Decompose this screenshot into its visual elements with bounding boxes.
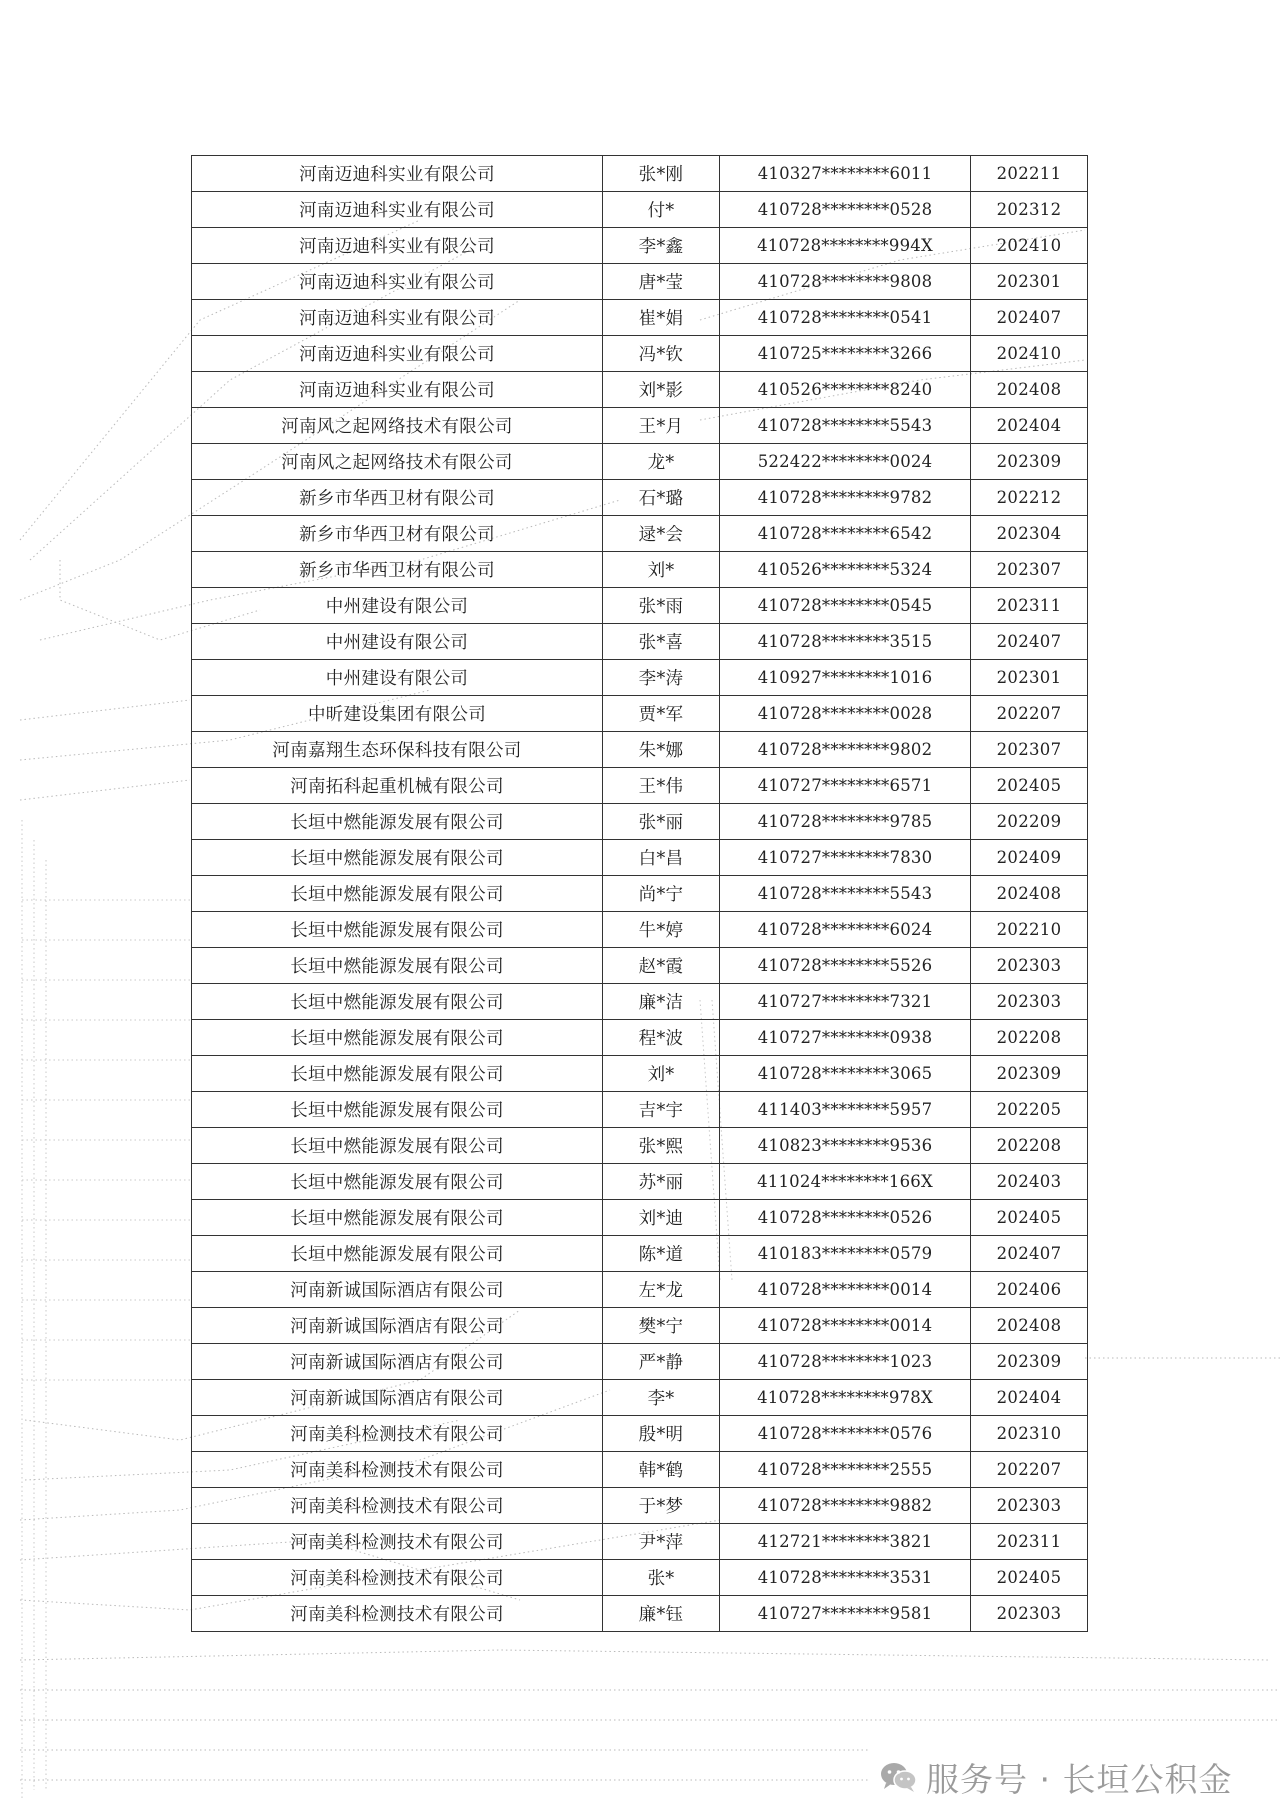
- company-cell: 中州建设有限公司: [192, 624, 603, 660]
- table-row: [192, 1020, 1088, 1056]
- month-cell: 202211: [971, 156, 1088, 192]
- wechat-icon: [880, 1761, 918, 1793]
- name-cell: 于*梦: [603, 1488, 720, 1524]
- company-cell: 中昕建设集团有限公司: [192, 696, 603, 732]
- table-row: [192, 1596, 1088, 1632]
- name-cell: 付*: [603, 192, 720, 228]
- watermark: [880, 1752, 1232, 1802]
- company-cell: 河南新诚国际酒店有限公司: [192, 1272, 603, 1308]
- table-row: [192, 1200, 1088, 1236]
- table-row: [192, 1452, 1088, 1488]
- month-cell: 202210: [971, 912, 1088, 948]
- name-cell: 韩*鹤: [603, 1452, 720, 1488]
- name-cell: 程*波: [603, 1020, 720, 1056]
- month-cell: 202208: [971, 1128, 1088, 1164]
- name-cell: 樊*宁: [603, 1308, 720, 1344]
- company-cell: 新乡市华西卫材有限公司: [192, 516, 603, 552]
- table-row: [192, 1416, 1088, 1452]
- company-cell: 河南风之起网络技术有限公司: [192, 444, 603, 480]
- table-row: [192, 588, 1088, 624]
- company-cell: 河南迈迪科实业有限公司: [192, 372, 603, 408]
- id-number-cell: 410728********3531: [720, 1560, 971, 1596]
- table-row: [192, 1380, 1088, 1416]
- table-row: [192, 300, 1088, 336]
- id-number-cell: 410728********994X: [720, 228, 971, 264]
- id-number-cell: 522422********0024: [720, 444, 971, 480]
- id-number-cell: 411403********5957: [720, 1092, 971, 1128]
- table-row: [192, 552, 1088, 588]
- id-number-cell: 410728********0014: [720, 1272, 971, 1308]
- id-number-cell: 410728********0014: [720, 1308, 971, 1344]
- name-cell: 廉*钰: [603, 1596, 720, 1632]
- month-cell: 202407: [971, 1236, 1088, 1272]
- id-number-cell: 410728********9808: [720, 264, 971, 300]
- month-cell: 202307: [971, 552, 1088, 588]
- company-cell: 长垣中燃能源发展有限公司: [192, 1020, 603, 1056]
- table-row: [192, 1056, 1088, 1092]
- id-number-cell: 410727********0938: [720, 1020, 971, 1056]
- company-cell: 河南美科检测技术有限公司: [192, 1524, 603, 1560]
- id-number-cell: 410727********7321: [720, 984, 971, 1020]
- name-cell: 王*月: [603, 408, 720, 444]
- name-cell: 刘*迪: [603, 1200, 720, 1236]
- name-cell: 吉*宇: [603, 1092, 720, 1128]
- id-number-cell: 410823********9536: [720, 1128, 971, 1164]
- name-cell: 左*龙: [603, 1272, 720, 1308]
- month-cell: 202303: [971, 1596, 1088, 1632]
- id-number-cell: 410183********0579: [720, 1236, 971, 1272]
- id-number-cell: 410927********1016: [720, 660, 971, 696]
- table-row: [192, 408, 1088, 444]
- table-row: [192, 1272, 1088, 1308]
- name-cell: 张*雨: [603, 588, 720, 624]
- table-row: [192, 732, 1088, 768]
- name-cell: 陈*道: [603, 1236, 720, 1272]
- company-cell: 河南迈迪科实业有限公司: [192, 300, 603, 336]
- id-number-cell: 410728********9782: [720, 480, 971, 516]
- id-number-cell: 410728********3515: [720, 624, 971, 660]
- month-cell: 202205: [971, 1092, 1088, 1128]
- name-cell: 苏*丽: [603, 1164, 720, 1200]
- name-cell: 刘*影: [603, 372, 720, 408]
- name-cell: 牛*婷: [603, 912, 720, 948]
- company-cell: 河南迈迪科实业有限公司: [192, 192, 603, 228]
- company-cell: 河南新诚国际酒店有限公司: [192, 1344, 603, 1380]
- company-cell: 河南嘉翔生态环保科技有限公司: [192, 732, 603, 768]
- id-number-cell: 410728********5543: [720, 408, 971, 444]
- month-cell: 202311: [971, 588, 1088, 624]
- company-cell: 新乡市华西卫材有限公司: [192, 552, 603, 588]
- id-number-cell: 410728********0528: [720, 192, 971, 228]
- month-cell: 202405: [971, 1560, 1088, 1596]
- id-number-cell: 410728********6542: [720, 516, 971, 552]
- table-row: [192, 840, 1088, 876]
- month-cell: 202309: [971, 1344, 1088, 1380]
- company-cell: 河南迈迪科实业有限公司: [192, 336, 603, 372]
- records-table: [191, 155, 1088, 1632]
- month-cell: 202310: [971, 1416, 1088, 1452]
- id-number-cell: 410725********3266: [720, 336, 971, 372]
- company-cell: 长垣中燃能源发展有限公司: [192, 1200, 603, 1236]
- name-cell: 张*刚: [603, 156, 720, 192]
- company-cell: 长垣中燃能源发展有限公司: [192, 876, 603, 912]
- month-cell: 202312: [971, 192, 1088, 228]
- table-row: [192, 372, 1088, 408]
- month-cell: 202207: [971, 1452, 1088, 1488]
- month-cell: 202410: [971, 228, 1088, 264]
- company-cell: 长垣中燃能源发展有限公司: [192, 984, 603, 1020]
- month-cell: 202404: [971, 408, 1088, 444]
- name-cell: 张*丽: [603, 804, 720, 840]
- table-row: [192, 1308, 1088, 1344]
- name-cell: 唐*莹: [603, 264, 720, 300]
- name-cell: 逯*会: [603, 516, 720, 552]
- company-cell: 长垣中燃能源发展有限公司: [192, 1164, 603, 1200]
- name-cell: 殷*明: [603, 1416, 720, 1452]
- month-cell: 202406: [971, 1272, 1088, 1308]
- company-cell: 河南美科检测技术有限公司: [192, 1596, 603, 1632]
- table-row: [192, 1560, 1088, 1596]
- month-cell: 202307: [971, 732, 1088, 768]
- month-cell: 202208: [971, 1020, 1088, 1056]
- company-cell: 河南美科检测技术有限公司: [192, 1488, 603, 1524]
- month-cell: 202309: [971, 444, 1088, 480]
- id-number-cell: 410728********6024: [720, 912, 971, 948]
- name-cell: 赵*霞: [603, 948, 720, 984]
- table-row: [192, 1092, 1088, 1128]
- table-row: [192, 948, 1088, 984]
- id-number-cell: 410728********2555: [720, 1452, 971, 1488]
- month-cell: 202309: [971, 1056, 1088, 1092]
- company-cell: 长垣中燃能源发展有限公司: [192, 1092, 603, 1128]
- name-cell: 朱*娜: [603, 732, 720, 768]
- name-cell: 贾*军: [603, 696, 720, 732]
- table-row: [192, 1524, 1088, 1560]
- name-cell: 张*熙: [603, 1128, 720, 1164]
- month-cell: 202303: [971, 1488, 1088, 1524]
- month-cell: 202301: [971, 264, 1088, 300]
- name-cell: 尹*萍: [603, 1524, 720, 1560]
- company-cell: 中州建设有限公司: [192, 660, 603, 696]
- company-cell: 河南迈迪科实业有限公司: [192, 264, 603, 300]
- company-cell: 长垣中燃能源发展有限公司: [192, 912, 603, 948]
- company-cell: 河南美科检测技术有限公司: [192, 1452, 603, 1488]
- company-cell: 河南迈迪科实业有限公司: [192, 156, 603, 192]
- table-row: [192, 444, 1088, 480]
- company-cell: 长垣中燃能源发展有限公司: [192, 840, 603, 876]
- month-cell: 202407: [971, 300, 1088, 336]
- id-number-cell: 410728********0028: [720, 696, 971, 732]
- month-cell: 202212: [971, 480, 1088, 516]
- month-cell: 202311: [971, 1524, 1088, 1560]
- id-number-cell: 410526********5324: [720, 552, 971, 588]
- company-cell: 河南美科检测技术有限公司: [192, 1416, 603, 1452]
- id-number-cell: 410728********5543: [720, 876, 971, 912]
- name-cell: 李*涛: [603, 660, 720, 696]
- name-cell: 刘*: [603, 1056, 720, 1092]
- id-number-cell: 410727********9581: [720, 1596, 971, 1632]
- table-row: [192, 804, 1088, 840]
- records-table-container: [191, 155, 1085, 1632]
- month-cell: 202408: [971, 372, 1088, 408]
- month-cell: 202301: [971, 660, 1088, 696]
- company-cell: 河南迈迪科实业有限公司: [192, 228, 603, 264]
- company-cell: 新乡市华西卫材有限公司: [192, 480, 603, 516]
- month-cell: 202207: [971, 696, 1088, 732]
- company-cell: 长垣中燃能源发展有限公司: [192, 1056, 603, 1092]
- name-cell: 严*静: [603, 1344, 720, 1380]
- table-row: [192, 876, 1088, 912]
- month-cell: 202303: [971, 948, 1088, 984]
- id-number-cell: 410728********0576: [720, 1416, 971, 1452]
- table-row: [192, 624, 1088, 660]
- table-row: [192, 696, 1088, 732]
- table-row: [192, 156, 1088, 192]
- company-cell: 长垣中燃能源发展有限公司: [192, 948, 603, 984]
- name-cell: 张*喜: [603, 624, 720, 660]
- table-row: [192, 1164, 1088, 1200]
- name-cell: 石*璐: [603, 480, 720, 516]
- id-number-cell: 410728********0541: [720, 300, 971, 336]
- company-cell: 河南新诚国际酒店有限公司: [192, 1308, 603, 1344]
- month-cell: 202405: [971, 768, 1088, 804]
- id-number-cell: 410728********9785: [720, 804, 971, 840]
- month-cell: 202404: [971, 1380, 1088, 1416]
- id-number-cell: 410526********8240: [720, 372, 971, 408]
- id-number-cell: 410728********978X: [720, 1380, 971, 1416]
- company-cell: 河南风之起网络技术有限公司: [192, 408, 603, 444]
- name-cell: 李*: [603, 1380, 720, 1416]
- records-table-body: [192, 156, 1088, 1632]
- name-cell: 龙*: [603, 444, 720, 480]
- id-number-cell: 410728********9882: [720, 1488, 971, 1524]
- table-row: [192, 912, 1088, 948]
- name-cell: 尚*宁: [603, 876, 720, 912]
- id-number-cell: 411024********166X: [720, 1164, 971, 1200]
- name-cell: 廉*洁: [603, 984, 720, 1020]
- name-cell: 冯*钦: [603, 336, 720, 372]
- name-cell: 王*伟: [603, 768, 720, 804]
- id-number-cell: 410728********9802: [720, 732, 971, 768]
- name-cell: 白*昌: [603, 840, 720, 876]
- month-cell: 202409: [971, 840, 1088, 876]
- company-cell: 长垣中燃能源发展有限公司: [192, 1236, 603, 1272]
- id-number-cell: 410727********6571: [720, 768, 971, 804]
- month-cell: 202410: [971, 336, 1088, 372]
- company-cell: 长垣中燃能源发展有限公司: [192, 804, 603, 840]
- table-row: [192, 336, 1088, 372]
- id-number-cell: 410327********6011: [720, 156, 971, 192]
- table-row: [192, 480, 1088, 516]
- id-number-cell: 410728********0545: [720, 588, 971, 624]
- table-row: [192, 264, 1088, 300]
- id-number-cell: 410728********1023: [720, 1344, 971, 1380]
- company-cell: 长垣中燃能源发展有限公司: [192, 1128, 603, 1164]
- name-cell: 刘*: [603, 552, 720, 588]
- table-row: [192, 228, 1088, 264]
- company-cell: 中州建设有限公司: [192, 588, 603, 624]
- month-cell: 202403: [971, 1164, 1088, 1200]
- month-cell: 202209: [971, 804, 1088, 840]
- table-row: [192, 1488, 1088, 1524]
- table-row: [192, 1128, 1088, 1164]
- table-row: [192, 984, 1088, 1020]
- month-cell: 202407: [971, 624, 1088, 660]
- month-cell: 202405: [971, 1200, 1088, 1236]
- name-cell: 李*鑫: [603, 228, 720, 264]
- name-cell: 崔*娟: [603, 300, 720, 336]
- month-cell: 202408: [971, 1308, 1088, 1344]
- id-number-cell: 410728********5526: [720, 948, 971, 984]
- id-number-cell: 412721********3821: [720, 1524, 971, 1560]
- company-cell: 河南美科检测技术有限公司: [192, 1560, 603, 1596]
- table-row: [192, 660, 1088, 696]
- table-row: [192, 1236, 1088, 1272]
- id-number-cell: 410728********0526: [720, 1200, 971, 1236]
- month-cell: 202304: [971, 516, 1088, 552]
- company-cell: 河南新诚国际酒店有限公司: [192, 1380, 603, 1416]
- watermark-text: 服务号 · 长垣公积金: [926, 1759, 1233, 1799]
- table-row: [192, 516, 1088, 552]
- month-cell: 202408: [971, 876, 1088, 912]
- table-row: [192, 1344, 1088, 1380]
- id-number-cell: 410728********3065: [720, 1056, 971, 1092]
- table-row: [192, 768, 1088, 804]
- month-cell: 202303: [971, 984, 1088, 1020]
- name-cell: 张*: [603, 1560, 720, 1596]
- id-number-cell: 410727********7830: [720, 840, 971, 876]
- company-cell: 河南拓科起重机械有限公司: [192, 768, 603, 804]
- table-row: [192, 192, 1088, 228]
